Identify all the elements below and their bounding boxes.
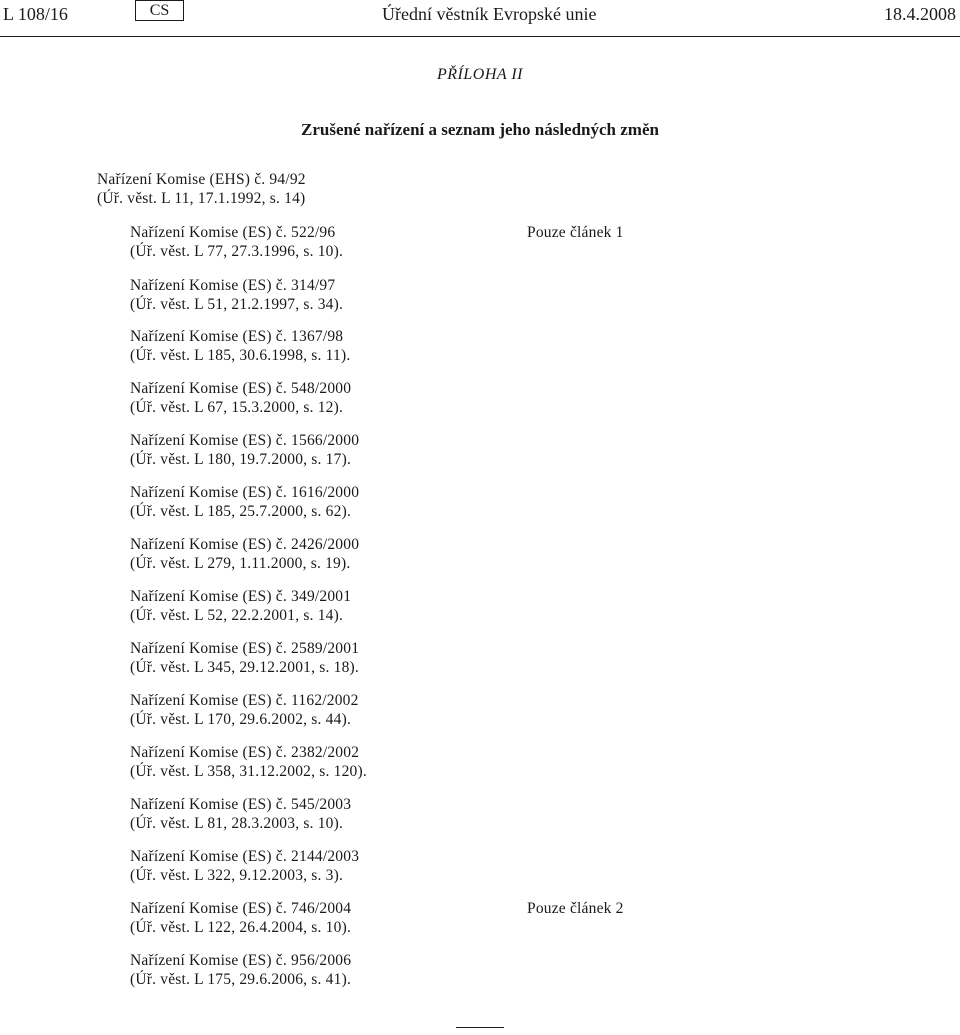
regulation-title: Nařízení Komise (ES) č. 1367/98 bbox=[130, 328, 344, 345]
regulation-note: Pouze článek 2 bbox=[527, 900, 624, 917]
section-title: Zrušené nařízení a seznam jeho následných změn bbox=[301, 120, 659, 139]
regulation-citation: (Úř. věst. L 122, 26.4.2004, s. 10). bbox=[130, 919, 352, 936]
regulation-citation: (Úř. věst. L 77, 27.3.1996, s. 10). bbox=[130, 243, 344, 260]
regulation-title: Nařízení Komise (ES) č. 545/2003 bbox=[130, 796, 352, 813]
page-header bbox=[0, 0, 960, 38]
regulation-note: Pouze článek 1 bbox=[527, 224, 624, 241]
regulation-title: Nařízení Komise (ES) č. 1162/2002 bbox=[130, 692, 359, 709]
regulation-title: Nařízení Komise (ES) č. 746/2004 bbox=[130, 900, 352, 917]
regulation-title: Nařízení Komise (ES) č. 314/97 bbox=[130, 277, 336, 294]
regulation-title: Nařízení Komise (ES) č. 349/2001 bbox=[130, 588, 352, 605]
regulation-title: Nařízení Komise (ES) č. 1616/2000 bbox=[130, 484, 360, 501]
publication-date: 18.4.2008 bbox=[884, 4, 956, 24]
journal-title: Úřední věstník Evropské unie bbox=[382, 4, 597, 24]
regulation-title: Nařízení Komise (ES) č. 522/96 bbox=[130, 224, 336, 241]
page-reference: L 108/16 bbox=[3, 4, 68, 24]
header-divider bbox=[0, 36, 960, 37]
regulation-citation: (Úř. věst. L 67, 15.3.2000, s. 12). bbox=[130, 399, 344, 416]
regulation-title: Nařízení Komise (ES) č. 548/2000 bbox=[130, 380, 352, 397]
footer-divider bbox=[456, 1027, 504, 1028]
regulation-citation: (Úř. věst. L 185, 30.6.1998, s. 11). bbox=[130, 347, 351, 364]
regulation-citation: (Úř. věst. L 51, 21.2.1997, s. 34). bbox=[130, 296, 344, 313]
regulation-citation: (Úř. věst. L 170, 29.6.2002, s. 44). bbox=[130, 711, 352, 728]
regulation-citation: (Úř. věst. L 279, 1.11.2000, s. 19). bbox=[130, 555, 351, 572]
regulation-citation: (Úř. věst. L 175, 29.6.2006, s. 41). bbox=[130, 971, 352, 988]
regulation-citation: (Úř. věst. L 180, 19.7.2000, s. 17). bbox=[130, 451, 352, 468]
regulation-title: Nařízení Komise (ES) č. 2589/2001 bbox=[130, 640, 360, 657]
regulation-title: Nařízení Komise (ES) č. 2426/2000 bbox=[130, 536, 360, 553]
regulation-citation: (Úř. věst. L 358, 31.12.2002, s. 120). bbox=[130, 763, 367, 780]
regulation-title: Nařízení Komise (EHS) č. 94/92 bbox=[97, 171, 306, 188]
regulation-title: Nařízení Komise (ES) č. 1566/2000 bbox=[130, 432, 360, 449]
language-badge: CS bbox=[135, 0, 184, 21]
regulation-citation: (Úř. věst. L 345, 29.12.2001, s. 18). bbox=[130, 659, 359, 676]
annex-title: PŘÍLOHA II bbox=[436, 66, 524, 83]
regulation-citation: (Úř. věst. L 52, 22.2.2001, s. 14). bbox=[130, 607, 344, 624]
regulation-citation: (Úř. věst. L 185, 25.7.2000, s. 62). bbox=[130, 503, 352, 520]
regulation-title: Nařízení Komise (ES) č. 956/2006 bbox=[130, 952, 352, 969]
regulation-citation: (Úř. věst. L 322, 9.12.2003, s. 3). bbox=[130, 867, 344, 884]
regulation-citation: (Úř. věst. L 11, 17.1.1992, s. 14) bbox=[97, 190, 306, 207]
regulation-citation: (Úř. věst. L 81, 28.3.2003, s. 10). bbox=[130, 815, 344, 832]
regulation-title: Nařízení Komise (ES) č. 2144/2003 bbox=[130, 848, 360, 865]
regulation-title: Nařízení Komise (ES) č. 2382/2002 bbox=[130, 744, 360, 761]
